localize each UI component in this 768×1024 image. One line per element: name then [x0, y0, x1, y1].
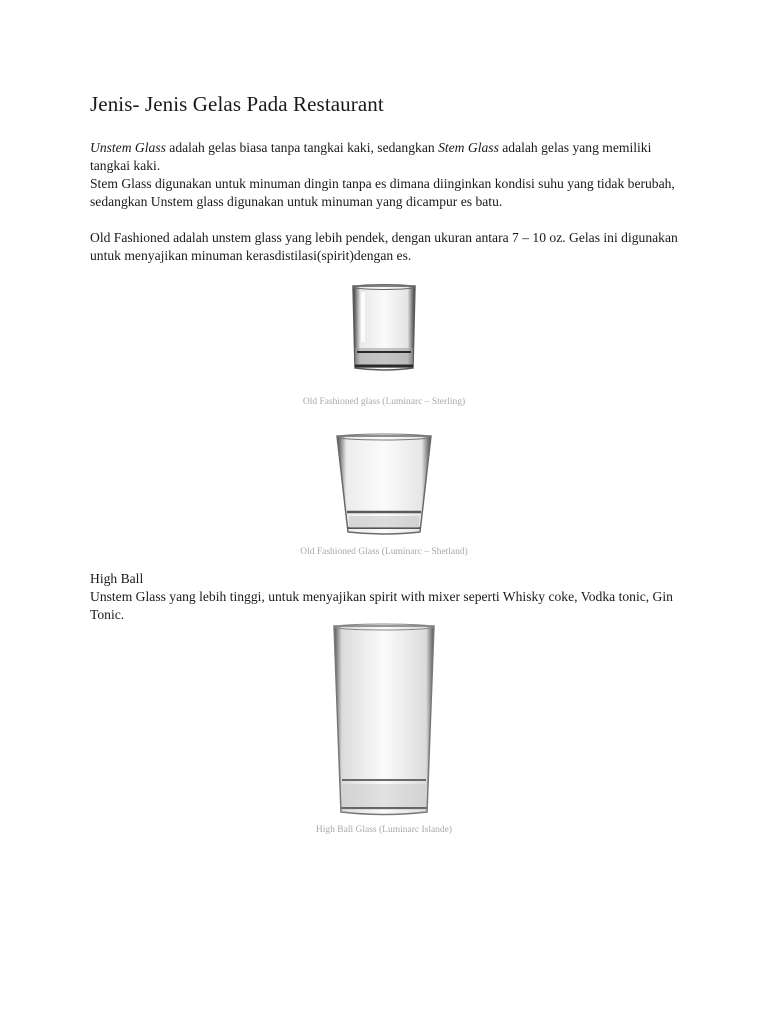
old-fashioned-shetland-glass-icon	[334, 432, 434, 536]
high-ball-heading: High Ball	[90, 571, 144, 586]
high-ball-glass-icon	[332, 622, 436, 818]
high-ball-text: Unstem Glass yang lebih tinggi, untuk menyajikan spirit with mixer seperti Whisky coke, Vodka tonic, Gin Tonic.	[90, 589, 673, 622]
page-title: Jenis- Jenis Gelas Pada Restaurant	[90, 92, 384, 116]
high-ball-islande-image	[0, 622, 768, 818]
stem-glass-term: Stem Glass	[438, 140, 499, 155]
caption-shetland: Old Fashioned Glass (Luminarc – Shetland)	[300, 547, 468, 557]
old-fashioned-paragraph	[90, 229, 690, 265]
old-fashioned-text: Old Fashioned adalah unstem glass yang lebih pendek, dengan ukuran antara 7 – 10 oz. Gelas ini digunakan untuk menyajikan minuman kerasdistilasi(spirit)dengan es.	[90, 230, 678, 263]
old-fashioned-sterling-image	[0, 282, 768, 374]
high-ball-section	[90, 570, 690, 624]
intro-text-2: adalah gelas yang memiliki tangkai kaki.	[90, 140, 652, 173]
old-fashioned-shetland-image	[0, 432, 768, 536]
intro-text-1: adalah gelas biasa tanpa tangkai kaki, sedangkan	[165, 140, 439, 155]
intro-line-2: Stem Glass digunakan untuk minuman dingin tanpa es dimana diinginkan kondisi suhu yang tidak berubah, sedangkan Unstem glass digunakan untuk minuman yang dicampur es batu.	[90, 176, 675, 209]
unstem-glass-term: Unstem Glass	[90, 140, 166, 155]
caption-sterling: Old Fashioned glass (Luminarc – Sterling)	[302, 397, 466, 407]
old-fashioned-sterling-glass-icon	[349, 282, 419, 374]
intro-line-1	[90, 139, 690, 175]
intro-paragraph	[90, 139, 690, 211]
caption-islande: High Ball Glass (Luminarc Islande)	[315, 825, 453, 835]
